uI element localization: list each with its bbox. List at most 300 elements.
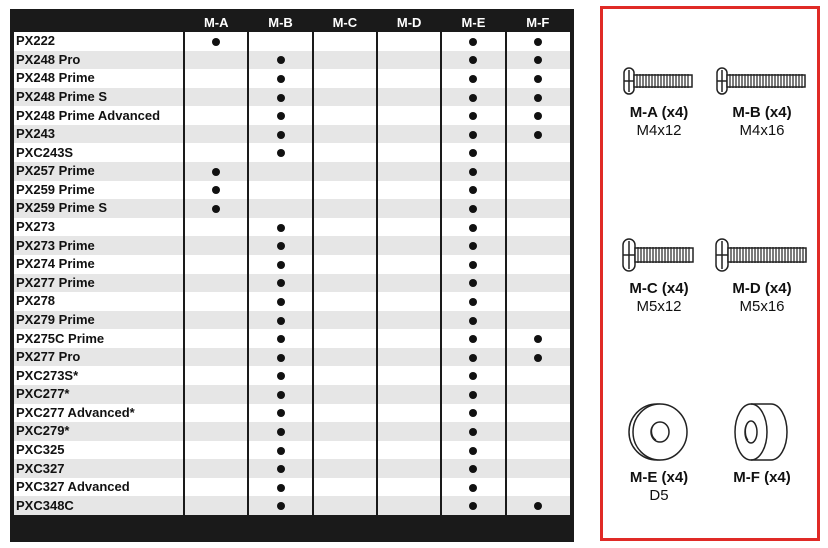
compat-cell-m-f	[506, 385, 570, 404]
compat-cell-m-a	[184, 348, 248, 367]
compat-cell-m-d	[377, 441, 441, 460]
compat-cell-m-c	[313, 404, 377, 423]
hardware-label: M-A (x4)	[629, 104, 689, 121]
compat-cell-m-c	[313, 496, 377, 515]
compat-cell-m-e	[441, 88, 505, 107]
compat-cell-m-b	[248, 125, 312, 144]
compatible-dot-icon	[534, 38, 542, 46]
compat-cell-m-b	[248, 348, 312, 367]
table-row	[14, 199, 570, 218]
compat-cell-m-d	[377, 292, 441, 311]
compat-cell-m-f	[506, 143, 570, 162]
compat-cell-m-a	[184, 51, 248, 70]
compatibility-table-panel	[10, 9, 574, 542]
compat-cell-m-f	[506, 311, 570, 330]
hardware-item-m-f	[712, 401, 812, 487]
compat-cell-m-f	[506, 459, 570, 478]
model-name-cell: PXC277 Advanced*	[14, 404, 184, 423]
compat-cell-m-d	[377, 236, 441, 255]
compat-cell-m-b	[248, 478, 312, 497]
compat-cell-m-e	[441, 292, 505, 311]
compatible-dot-icon	[469, 56, 477, 64]
table-row	[14, 292, 570, 311]
compatible-dot-icon	[277, 112, 285, 120]
compat-cell-m-d	[377, 181, 441, 200]
model-name-cell: PX259 Prime S	[14, 199, 184, 218]
compat-cell-m-b	[248, 181, 312, 200]
compat-cell-m-c	[313, 236, 377, 255]
compat-cell-m-b	[248, 385, 312, 404]
table-row	[14, 311, 570, 330]
compat-cell-m-e	[441, 404, 505, 423]
compat-cell-m-c	[313, 32, 377, 51]
compatible-dot-icon	[469, 205, 477, 213]
compat-cell-m-c	[313, 51, 377, 70]
model-name-cell: PXC279*	[14, 422, 184, 441]
compat-cell-m-c	[313, 88, 377, 107]
compatible-dot-icon	[212, 168, 220, 176]
compat-cell-m-f	[506, 69, 570, 88]
table-row	[14, 422, 570, 441]
compat-cell-m-d	[377, 143, 441, 162]
compatible-dot-icon	[469, 38, 477, 46]
table-row	[14, 143, 570, 162]
compat-cell-m-e	[441, 69, 505, 88]
compat-cell-m-c	[313, 106, 377, 125]
table-body	[14, 32, 570, 515]
compat-cell-m-f	[506, 199, 570, 218]
compatible-dot-icon	[469, 186, 477, 194]
compat-cell-m-a	[184, 404, 248, 423]
compat-cell-m-a	[184, 32, 248, 51]
compat-cell-m-c	[313, 459, 377, 478]
compatible-dot-icon	[277, 447, 285, 455]
hardware-item-m-c	[609, 236, 709, 315]
model-name-cell: PX273	[14, 218, 184, 237]
compat-cell-m-d	[377, 404, 441, 423]
compatible-dot-icon	[469, 279, 477, 287]
compat-cell-m-a	[184, 218, 248, 237]
compat-cell-m-e	[441, 459, 505, 478]
compatible-dot-icon	[277, 149, 285, 157]
compat-cell-m-f	[506, 292, 570, 311]
compatible-dot-icon	[277, 242, 285, 250]
compatible-dot-icon	[277, 372, 285, 380]
compat-cell-m-d	[377, 496, 441, 515]
compatible-dot-icon	[277, 261, 285, 269]
column-header-m-d: M-D	[377, 13, 441, 32]
compat-cell-m-e	[441, 496, 505, 515]
compat-cell-m-c	[313, 162, 377, 181]
compat-cell-m-b	[248, 459, 312, 478]
compat-cell-m-d	[377, 311, 441, 330]
compatible-dot-icon	[469, 409, 477, 417]
compat-cell-m-f	[506, 274, 570, 293]
compat-cell-m-c	[313, 478, 377, 497]
column-header-m-c: M-C	[313, 13, 377, 32]
model-name-cell: PX248 Prime S	[14, 88, 184, 107]
compatible-dot-icon	[277, 335, 285, 343]
compat-cell-m-c	[313, 348, 377, 367]
compatibility-table	[14, 13, 570, 515]
column-header-m-b: M-B	[248, 13, 312, 32]
compat-cell-m-f	[506, 218, 570, 237]
compat-cell-m-b	[248, 69, 312, 88]
model-name-cell: PX274 Prime	[14, 255, 184, 274]
compat-cell-m-b	[248, 366, 312, 385]
compatible-dot-icon	[277, 391, 285, 399]
compatible-dot-icon	[469, 261, 477, 269]
compatible-dot-icon	[534, 502, 542, 510]
table-row	[14, 496, 570, 515]
compat-cell-m-e	[441, 106, 505, 125]
compatible-dot-icon	[469, 354, 477, 362]
compatible-dot-icon	[277, 428, 285, 436]
compat-cell-m-f	[506, 255, 570, 274]
compat-cell-m-e	[441, 32, 505, 51]
compatible-dot-icon	[469, 149, 477, 157]
compat-cell-m-a	[184, 385, 248, 404]
compatible-dot-icon	[534, 335, 542, 343]
column-header-m-a: M-A	[184, 13, 248, 32]
compat-cell-m-c	[313, 255, 377, 274]
compat-cell-m-b	[248, 404, 312, 423]
compat-cell-m-e	[441, 366, 505, 385]
compatible-dot-icon	[534, 131, 542, 139]
compatible-dot-icon	[212, 205, 220, 213]
hardware-label: M-C (x4)	[629, 280, 689, 297]
model-name-cell: PXC325	[14, 441, 184, 460]
compat-cell-m-d	[377, 69, 441, 88]
compat-cell-m-a	[184, 366, 248, 385]
compat-cell-m-b	[248, 218, 312, 237]
compat-cell-m-d	[377, 125, 441, 144]
compat-cell-m-f	[506, 125, 570, 144]
compat-cell-m-c	[313, 329, 377, 348]
model-name-cell: PXC243S	[14, 143, 184, 162]
compat-cell-m-b	[248, 441, 312, 460]
table-row	[14, 51, 570, 70]
compatible-dot-icon	[469, 428, 477, 436]
compat-cell-m-f	[506, 32, 570, 51]
hardware-size: M4x16	[739, 122, 785, 139]
screw-icon	[716, 64, 808, 98]
hardware-label: M-E (x4)	[629, 469, 689, 486]
compat-cell-m-d	[377, 385, 441, 404]
compat-cell-m-b	[248, 274, 312, 293]
column-header-m-f: M-F	[506, 13, 570, 32]
compat-cell-m-b	[248, 311, 312, 330]
compatible-dot-icon	[277, 279, 285, 287]
compat-cell-m-d	[377, 348, 441, 367]
compatible-dot-icon	[277, 484, 285, 492]
screw-icon	[715, 236, 809, 274]
model-name-cell: PX248 Pro	[14, 51, 184, 70]
compat-cell-m-c	[313, 311, 377, 330]
compat-cell-m-f	[506, 162, 570, 181]
table-row	[14, 106, 570, 125]
compatible-dot-icon	[469, 298, 477, 306]
compat-cell-m-f	[506, 441, 570, 460]
compatible-dot-icon	[277, 94, 285, 102]
table-row	[14, 218, 570, 237]
table-row	[14, 181, 570, 200]
compat-cell-m-e	[441, 236, 505, 255]
compat-cell-m-a	[184, 478, 248, 497]
compatible-dot-icon	[212, 38, 220, 46]
table-row	[14, 404, 570, 423]
compat-cell-m-a	[184, 106, 248, 125]
compat-cell-m-c	[313, 199, 377, 218]
compatible-dot-icon	[469, 168, 477, 176]
table-row	[14, 236, 570, 255]
screw-icon	[623, 64, 695, 98]
compatible-dot-icon	[534, 56, 542, 64]
compatible-dot-icon	[277, 317, 285, 325]
table-row	[14, 162, 570, 181]
compat-cell-m-a	[184, 441, 248, 460]
compat-cell-m-d	[377, 459, 441, 478]
hardware-size: M5x12	[636, 298, 682, 315]
compatible-dot-icon	[277, 354, 285, 362]
compat-cell-m-d	[377, 329, 441, 348]
table-row	[14, 274, 570, 293]
screw-icon	[622, 236, 696, 274]
table-row	[14, 348, 570, 367]
spacer-ring-icon	[731, 401, 793, 463]
compat-cell-m-d	[377, 218, 441, 237]
compatible-dot-icon	[277, 465, 285, 473]
compat-cell-m-e	[441, 274, 505, 293]
model-column-header	[14, 13, 184, 32]
compatible-dot-icon	[469, 94, 477, 102]
compat-cell-m-b	[248, 255, 312, 274]
compatible-dot-icon	[534, 94, 542, 102]
compatible-dot-icon	[277, 224, 285, 232]
compat-cell-m-a	[184, 236, 248, 255]
compat-cell-m-b	[248, 236, 312, 255]
compat-cell-m-e	[441, 441, 505, 460]
compat-cell-m-e	[441, 162, 505, 181]
compat-cell-m-b	[248, 51, 312, 70]
compat-cell-m-c	[313, 274, 377, 293]
compat-cell-m-c	[313, 218, 377, 237]
compat-cell-m-f	[506, 478, 570, 497]
compat-cell-m-b	[248, 88, 312, 107]
hardware-label: M-B (x4)	[732, 104, 792, 121]
compat-cell-m-d	[377, 32, 441, 51]
compat-cell-m-b	[248, 106, 312, 125]
table-row	[14, 478, 570, 497]
compat-cell-m-e	[441, 385, 505, 404]
compat-cell-m-e	[441, 255, 505, 274]
model-name-cell: PXC327 Advanced	[14, 478, 184, 497]
compat-cell-m-d	[377, 422, 441, 441]
compatible-dot-icon	[469, 502, 477, 510]
compat-cell-m-f	[506, 106, 570, 125]
model-name-cell: PXC277*	[14, 385, 184, 404]
compat-cell-m-f	[506, 422, 570, 441]
compat-cell-m-c	[313, 422, 377, 441]
compat-cell-m-f	[506, 88, 570, 107]
compat-cell-m-e	[441, 478, 505, 497]
compat-cell-m-a	[184, 199, 248, 218]
model-name-cell: PX259 Prime	[14, 181, 184, 200]
compatible-dot-icon	[469, 75, 477, 83]
compat-cell-m-d	[377, 51, 441, 70]
table-row	[14, 459, 570, 478]
compat-cell-m-e	[441, 348, 505, 367]
compatible-dot-icon	[469, 484, 477, 492]
flat-washer-icon	[627, 401, 691, 463]
model-name-cell: PX277 Prime	[14, 274, 184, 293]
model-name-cell: PXC273S*	[14, 366, 184, 385]
compat-cell-m-d	[377, 366, 441, 385]
compatible-dot-icon	[277, 131, 285, 139]
hardware-kit-panel	[600, 6, 820, 541]
compat-cell-m-b	[248, 496, 312, 515]
model-name-cell: PX257 Prime	[14, 162, 184, 181]
compat-cell-m-f	[506, 404, 570, 423]
table-row	[14, 366, 570, 385]
hardware-item-m-b	[712, 64, 812, 139]
compat-cell-m-d	[377, 255, 441, 274]
model-name-cell: PXC348C	[14, 496, 184, 515]
compat-cell-m-e	[441, 422, 505, 441]
compat-cell-m-d	[377, 274, 441, 293]
compat-cell-m-a	[184, 88, 248, 107]
compat-cell-m-e	[441, 51, 505, 70]
compat-cell-m-a	[184, 422, 248, 441]
hardware-size: M5x16	[739, 298, 785, 315]
table-row	[14, 329, 570, 348]
hardware-item-m-e	[609, 401, 709, 504]
compat-cell-m-c	[313, 181, 377, 200]
compat-cell-m-d	[377, 162, 441, 181]
compat-cell-m-a	[184, 69, 248, 88]
table-header-row	[14, 13, 570, 32]
compat-cell-m-d	[377, 88, 441, 107]
compatible-dot-icon	[469, 335, 477, 343]
table-row	[14, 255, 570, 274]
compat-cell-m-e	[441, 218, 505, 237]
hardware-item-m-a	[609, 64, 709, 139]
table-row	[14, 441, 570, 460]
hardware-label: M-D (x4)	[732, 280, 792, 297]
compatible-dot-icon	[534, 75, 542, 83]
compatible-dot-icon	[277, 409, 285, 417]
compat-cell-m-e	[441, 311, 505, 330]
compat-cell-m-f	[506, 51, 570, 70]
hardware-size: D5	[649, 487, 669, 504]
compat-cell-m-c	[313, 385, 377, 404]
compat-cell-m-c	[313, 69, 377, 88]
compat-cell-m-d	[377, 199, 441, 218]
model-name-cell: PX279 Prime	[14, 311, 184, 330]
compat-cell-m-a	[184, 255, 248, 274]
compatible-dot-icon	[277, 502, 285, 510]
compat-cell-m-d	[377, 106, 441, 125]
compat-cell-m-e	[441, 329, 505, 348]
hardware-item-m-d	[712, 236, 812, 315]
compat-cell-m-a	[184, 292, 248, 311]
model-name-cell: PX248 Prime	[14, 69, 184, 88]
compat-cell-m-a	[184, 125, 248, 144]
model-name-cell: PX275C Prime	[14, 329, 184, 348]
model-name-cell: PX222	[14, 32, 184, 51]
compatible-dot-icon	[469, 372, 477, 380]
compatible-dot-icon	[277, 56, 285, 64]
compat-cell-m-a	[184, 496, 248, 515]
compat-cell-m-f	[506, 366, 570, 385]
compat-cell-m-b	[248, 422, 312, 441]
model-name-cell: PX278	[14, 292, 184, 311]
table-row	[14, 32, 570, 51]
table-row	[14, 125, 570, 144]
compatible-dot-icon	[469, 465, 477, 473]
compatible-dot-icon	[469, 447, 477, 455]
model-name-cell: PX243	[14, 125, 184, 144]
compat-cell-m-c	[313, 143, 377, 162]
compatible-dot-icon	[469, 317, 477, 325]
compat-cell-m-b	[248, 143, 312, 162]
compatible-dot-icon	[469, 224, 477, 232]
compat-cell-m-b	[248, 292, 312, 311]
compat-cell-m-c	[313, 366, 377, 385]
compat-cell-m-f	[506, 236, 570, 255]
compat-cell-m-a	[184, 181, 248, 200]
compat-cell-m-d	[377, 478, 441, 497]
table-row	[14, 88, 570, 107]
compatible-dot-icon	[469, 242, 477, 250]
compatible-dot-icon	[469, 112, 477, 120]
compat-cell-m-f	[506, 496, 570, 515]
model-name-cell: PXC327	[14, 459, 184, 478]
compat-cell-m-a	[184, 459, 248, 478]
compatible-dot-icon	[534, 112, 542, 120]
table-row	[14, 69, 570, 88]
compat-cell-m-b	[248, 199, 312, 218]
compat-cell-m-b	[248, 162, 312, 181]
compat-cell-m-e	[441, 143, 505, 162]
compat-cell-m-c	[313, 441, 377, 460]
compat-cell-m-c	[313, 292, 377, 311]
compat-cell-m-b	[248, 329, 312, 348]
hardware-size: M4x12	[636, 122, 682, 139]
model-name-cell: PX273 Prime	[14, 236, 184, 255]
hardware-label: M-F (x4)	[733, 469, 791, 486]
compatible-dot-icon	[534, 354, 542, 362]
compat-cell-m-e	[441, 181, 505, 200]
model-name-cell: PX277 Pro	[14, 348, 184, 367]
model-name-cell: PX248 Prime Advanced	[14, 106, 184, 125]
compat-cell-m-a	[184, 162, 248, 181]
compat-cell-m-a	[184, 329, 248, 348]
compat-cell-m-f	[506, 348, 570, 367]
compatible-dot-icon	[277, 75, 285, 83]
compat-cell-m-e	[441, 125, 505, 144]
compat-cell-m-a	[184, 143, 248, 162]
compatible-dot-icon	[469, 131, 477, 139]
compat-cell-m-b	[248, 32, 312, 51]
compat-cell-m-f	[506, 181, 570, 200]
compat-cell-m-f	[506, 329, 570, 348]
table-row	[14, 385, 570, 404]
compatible-dot-icon	[469, 391, 477, 399]
compat-cell-m-c	[313, 125, 377, 144]
compat-cell-m-e	[441, 199, 505, 218]
compatible-dot-icon	[277, 298, 285, 306]
